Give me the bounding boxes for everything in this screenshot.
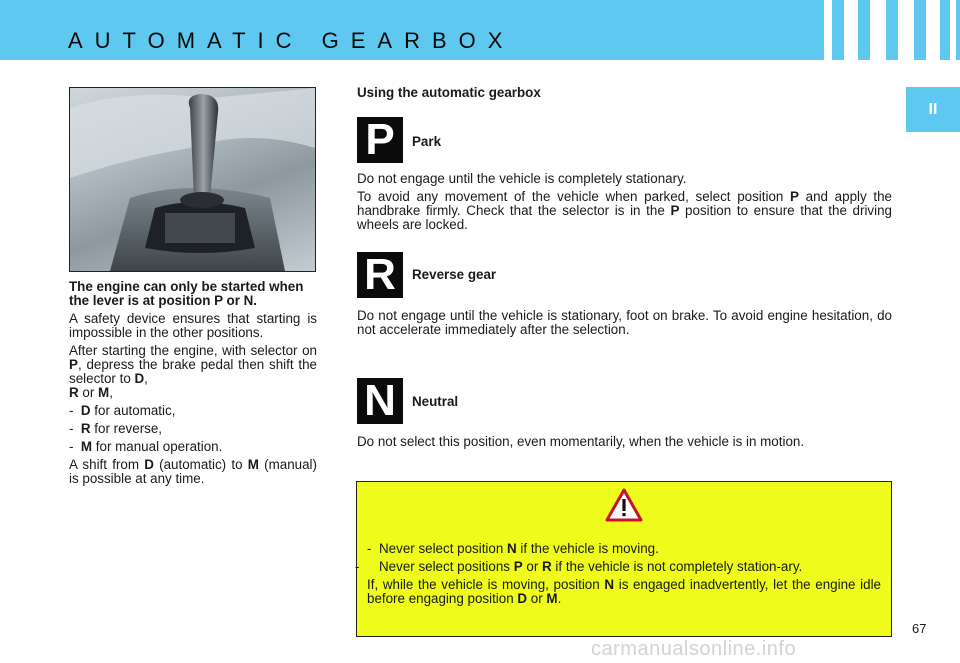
list-item: - D for automatic, [69,403,176,418]
warning-text: - Never select position N if the vehicle is moving. - Never select positions P or R if the vehicle is not completely station-ary. If, while the vehicle is moving, position N is engaged inadvertently, let the engine idle before engaging position D or M. [355,541,881,606]
reverse-label: Reverse gear [412,267,497,282]
page-header [0,0,960,60]
page-number: 67 [912,621,927,636]
reverse-icon: R [357,252,403,298]
park-text: Do not engage until the vehicle is completely stationary. To avoid any movement of the vehicle when parked, select position P and apply the handbrake firmly. Check that the selector is in the P position to ensure that the driving wheels are locked. [357,171,892,232]
gear-selector-photo [69,87,316,272]
neutral-icon: N [357,378,403,424]
reverse-text: Do not engage until the vehicle is stationary, foot on brake. To avoid engine hesitation, do not accelerate immediately after the selection. [357,308,892,337]
park-icon: P [357,117,403,163]
warning-triangle-icon [605,488,643,522]
neutral-label: Neutral [412,394,459,409]
chapter-tab[interactable]: II [906,87,960,132]
manual-shift-text: A shift from D (automatic) to M (manual) is possible at any time. [69,457,317,486]
page-title: AUTOMATIC GEARBOX [68,28,515,53]
warning-box [356,481,892,637]
left-column [69,280,317,490]
watermark: carmanualsonline.info [591,638,797,660]
park-label: Park [412,134,442,149]
list-item: - R for reverse, [69,421,163,436]
section-heading: Using the automatic gearbox [357,85,541,100]
starting-instructions: After starting the engine, with selector on P, depress the brake pedal then shift the selector to D, R or M, [69,343,317,400]
header-stripes [800,0,960,60]
neutral-text: Do not select this position, even momentarily, when the vehicle is in motion. [357,434,805,449]
safety-device-text: A safety device ensures that starting is impossible in the other positions. [69,311,317,340]
start-condition-heading: The engine can only be started when the lever is at position P or N. [69,279,304,308]
list-item: - M for manual operation. [69,439,223,454]
